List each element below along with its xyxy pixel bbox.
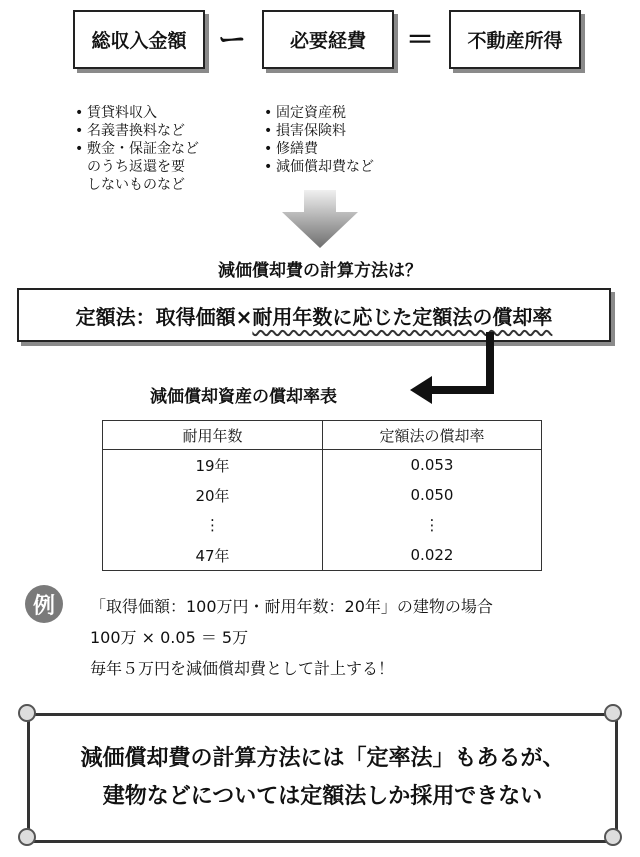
note-line: 建物などについては定額法しか採用できない	[102, 784, 543, 809]
rate-cell: 0.022	[323, 540, 542, 571]
useful-life-cell: ⋮	[103, 510, 323, 540]
expense-item: • 損害保険料	[264, 122, 374, 140]
useful-life-header: 耐用年数	[103, 421, 323, 450]
example-line: 100万 × 0.05 ＝ 5万	[90, 628, 249, 647]
example-badge: 例	[25, 585, 63, 623]
income-item: • 敷金・保証金など のうち返還を要 しないものなど	[75, 140, 199, 194]
example-line: 毎年５万円を減価償却費として計上する！	[90, 659, 395, 678]
note-line: 減価償却費の計算方法には「定率法」もあるが、	[80, 746, 565, 771]
expenses-label: 必要経費	[289, 30, 366, 52]
rivet-icon	[18, 704, 36, 722]
rivet-icon	[18, 828, 36, 846]
income-item: • 賃貸料収入	[75, 104, 199, 122]
useful-life-cell: 47年	[103, 540, 323, 571]
income-item-list	[75, 104, 199, 194]
down-arrow-icon	[280, 188, 360, 250]
expense-item: • 固定資産税	[264, 104, 374, 122]
total-income-label: 総収入金額	[91, 30, 187, 52]
table-header-row	[103, 421, 542, 450]
useful-life-cell: 20年	[103, 480, 323, 510]
rivet-icon	[604, 704, 622, 722]
formula-emphasis: 耐用年数に応じた定額法の償却率	[252, 304, 553, 329]
table-row	[103, 450, 542, 481]
rate-cell: ⋮	[323, 510, 542, 540]
useful-life-cell: 19年	[103, 450, 323, 481]
total-income-box	[73, 10, 205, 69]
rivet-icon	[604, 828, 622, 846]
connector-arrow-icon	[400, 332, 510, 412]
income-item: • 名義書換料など	[75, 122, 199, 140]
expense-item: • 修繕費	[264, 140, 374, 158]
minus-operator: ー	[218, 23, 247, 56]
rate-cell: 0.050	[323, 480, 542, 510]
depreciation-rate-table	[102, 420, 542, 571]
depreciation-table-title: 減価償却資産の償却率表	[150, 387, 337, 407]
rate-cell: 0.053	[323, 450, 542, 481]
example-line: 「取得価額：100万円・耐用年数：20年」の建物の場合	[90, 597, 493, 616]
expense-item-list	[264, 104, 374, 176]
formula-prefix: 定額法：取得価額×	[75, 304, 253, 329]
equals-operator: ＝	[406, 23, 435, 56]
rate-header: 定額法の償却率	[323, 421, 542, 450]
expense-item: • 減価償却費など	[264, 158, 374, 176]
straight-line-formula-box	[17, 288, 611, 342]
calculation-question: 減価償却費の計算方法は？	[218, 261, 422, 281]
note-panel	[27, 713, 618, 843]
table-row	[103, 540, 542, 571]
real-estate-income-label: 不動産所得	[467, 30, 563, 52]
real-estate-income-box	[449, 10, 581, 69]
expenses-box	[262, 10, 394, 69]
table-row	[103, 510, 542, 540]
table-row	[103, 480, 542, 510]
